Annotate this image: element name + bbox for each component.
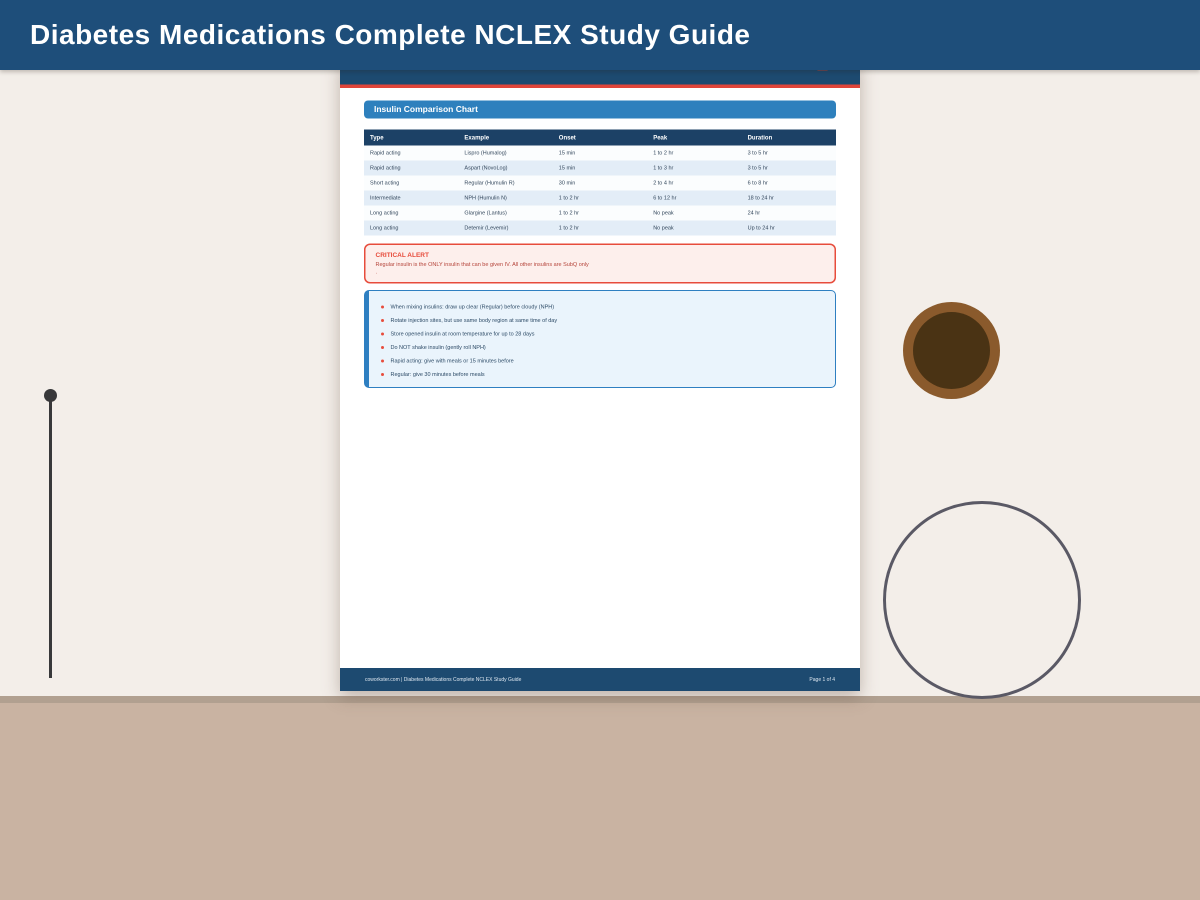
column-header: Peak [647,130,741,146]
table-cell: 15 min [558,165,576,171]
tips-list [379,304,825,378]
table-cell: 18 to 24 hr [747,195,774,201]
table-cell: 1 to 2 hr [558,195,579,201]
table-cell: NPH (Humulin N) [464,195,507,201]
bullet-icon [381,333,384,336]
table-cell: Rapid acting [370,150,401,156]
table-cell: No peak [653,210,674,216]
table-cell: 2 to 4 hr [653,180,674,186]
table-cell: Short acting [370,180,400,186]
tips-box [364,290,836,388]
table-cell: Detemir (Levemir) [464,225,509,231]
document-page-inner [340,60,860,691]
table-cell: Regular (Humulin R) [464,180,515,186]
bullet-icon [381,346,384,349]
table-cell: 1 to 2 hr [653,150,674,156]
critical-alert-text: Regular insulin is the ONLY insulin that can be given IV. All other insulins are SubQ only [375,261,589,268]
bullet-icon [381,373,384,376]
table-cell: Rapid acting [370,165,401,171]
app-header [0,0,1200,70]
footer-source-text: coworkster.com | Diabetes Medications Complete NCLEX Study Guide [365,676,522,683]
page-title: Diabetes Medications Complete NCLEX Study Guide [30,19,751,50]
column-header: Type [364,130,458,146]
table-row [364,221,836,236]
table-cell: Lispro (Humalog) [464,150,507,156]
column-header: Onset [553,130,647,146]
table-cell: 1 to 2 hr [558,225,579,231]
tip-text: Rapid acting: give with meals or 15 minutes before [390,358,514,364]
tip-text: Rotate injection sites, but use same body region at same time of day [390,317,558,324]
pen [49,396,52,678]
table-cell: 1 to 3 hr [653,165,674,171]
table-row [364,146,836,161]
tip-text: Do NOT shake insulin (gently roll NPH) [390,344,486,351]
desk-surface [0,696,1200,900]
insulin-comparison-table [364,130,836,236]
table-header-row [364,130,836,146]
table-cell: 6 to 8 hr [747,180,768,186]
bullet-icon [381,306,384,309]
coffee-cup [903,302,1000,399]
tip-item [379,372,825,379]
tip-item [379,345,825,352]
tip-item [379,358,825,365]
footer-page-number: Page 1 of 4 [809,676,835,683]
document-page [340,60,860,691]
tip-text: When mixing insulins: draw up clear (Regular) before cloudy (NPH) [390,304,555,310]
table-cell: Up to 24 hr [747,225,775,231]
table-cell: Aspart (NovoLog) [464,165,508,171]
table-cell: 15 min [558,150,576,156]
table-cell: No peak [653,225,674,231]
column-header: Duration [742,130,836,146]
coffee-ring-stain [883,501,1081,699]
table-cell: 30 min [558,180,576,186]
table-cell: Long acting [370,210,399,216]
table-cell: 24 hr [747,210,761,216]
bullet-icon [381,319,384,322]
table-cell: Intermediate [370,195,401,201]
section-title-bar: Insulin Comparison Chart [364,101,836,119]
table-cell: Glargine (Lantus) [464,210,507,216]
tip-item [379,318,825,325]
tip-item [379,304,825,311]
tip-text: Regular: give 30 minutes before meals [390,371,485,378]
table-cell: Long acting [370,225,399,231]
critical-alert-period: . [375,269,378,275]
table-cell: 1 to 2 hr [558,210,579,216]
table-body [364,146,836,236]
bullet-icon [381,360,384,363]
column-header: Example [458,130,552,146]
table-cell: 3 to 5 hr [747,150,768,156]
tip-item [379,331,825,338]
tip-text: Store opened insulin at room temperature for up to 28 days [390,331,535,337]
table-row [364,176,836,191]
table-row [364,191,836,206]
critical-alert-title: CRITICAL ALERT [375,251,429,259]
coffee-liquid [913,312,990,389]
table-row [364,161,836,176]
table-row [364,206,836,221]
critical-alert-box [364,244,836,284]
table-cell: 6 to 12 hr [653,195,677,201]
table-cell: 3 to 5 hr [747,165,768,171]
document-footer [340,668,860,691]
